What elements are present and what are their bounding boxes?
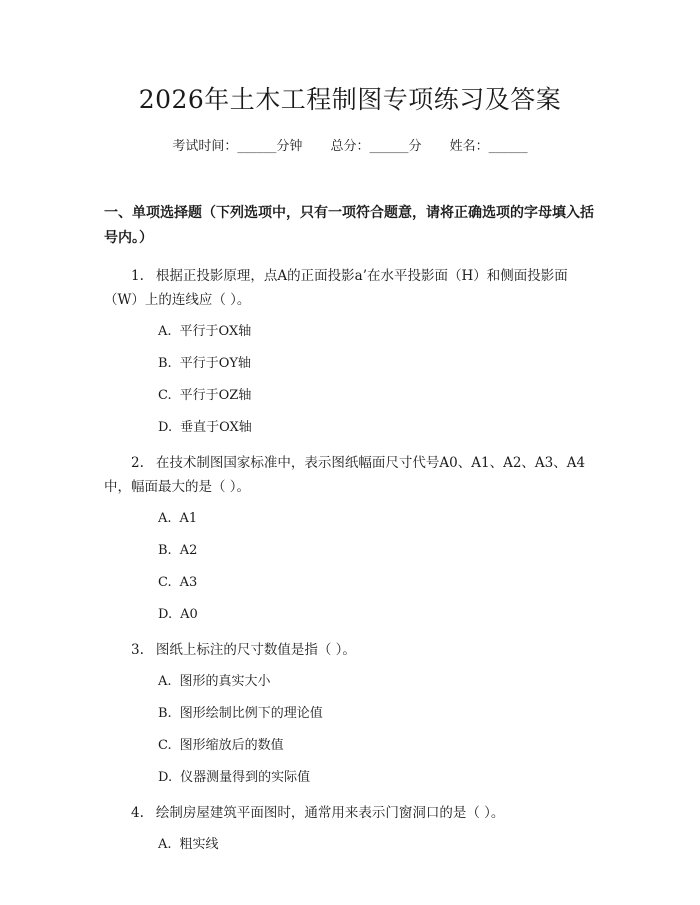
option-text: A2 <box>179 543 198 558</box>
option-list <box>104 322 596 438</box>
question-3 <box>104 638 596 788</box>
option-letter: D. <box>158 420 173 435</box>
question-1 <box>104 264 596 438</box>
question-number: 3. <box>131 642 144 658</box>
question-2 <box>104 451 596 625</box>
option-b <box>104 704 596 724</box>
option-text: A3 <box>179 575 198 590</box>
question-text <box>104 451 596 499</box>
option-d <box>104 605 596 625</box>
option-text: 平行于OY轴 <box>179 356 251 371</box>
option-text: 平行于OZ轴 <box>179 388 252 403</box>
exam-info <box>104 137 596 157</box>
question-stem: 绘制房屋建筑平面图时，通常用来表示门窗洞口的是（ ）。 <box>155 805 505 821</box>
question-text <box>104 264 596 312</box>
option-letter: A. <box>158 837 172 852</box>
option-a <box>104 672 596 692</box>
option-letter: C. <box>158 738 172 753</box>
option-list <box>104 509 596 625</box>
option-text: 图形的真实大小 <box>179 674 271 689</box>
option-letter: D. <box>158 770 173 785</box>
document-title: 2026年土木工程制图专项练习及答案 <box>138 85 562 114</box>
option-letter: C. <box>158 575 172 590</box>
question-number: 4. <box>131 805 144 821</box>
option-d <box>104 418 596 438</box>
option-letter: B. <box>158 356 172 371</box>
option-text: 平行于OX轴 <box>179 324 252 339</box>
option-a <box>104 835 596 855</box>
option-list <box>104 672 596 788</box>
question-text <box>104 638 596 662</box>
question-4 <box>104 801 596 855</box>
question-list <box>104 264 596 855</box>
option-letter: D. <box>158 607 173 622</box>
question-stem: 在技术制图国家标准中，表示图纸幅面尺寸代号A0、A1、A2、A3、A4中，幅面最大的是（ ）。 <box>104 455 586 495</box>
option-a <box>104 509 596 529</box>
option-letter: B. <box>158 543 172 558</box>
option-b <box>104 541 596 561</box>
exam-score: 总分：______分 <box>330 139 422 154</box>
option-d <box>104 768 596 788</box>
option-text: 图形缩放后的数值 <box>179 738 284 753</box>
option-letter: A. <box>158 324 172 339</box>
exam-time: 考试时间：______分钟 <box>172 139 303 154</box>
option-a <box>104 322 596 342</box>
option-letter: C. <box>158 388 172 403</box>
option-list <box>104 835 596 855</box>
question-number: 2. <box>131 455 144 471</box>
option-text: 图形绘制比例下的理论值 <box>179 706 323 721</box>
option-c <box>104 736 596 756</box>
option-letter: A. <box>158 674 172 689</box>
option-text: 垂直于OX轴 <box>180 420 252 435</box>
question-stem: 图纸上标注的尺寸数值是指（ ）。 <box>155 642 356 658</box>
question-number: 1. <box>131 268 144 284</box>
option-b <box>104 354 596 374</box>
option-letter: B. <box>158 706 172 721</box>
option-text: A0 <box>180 607 198 622</box>
option-c <box>104 573 596 593</box>
option-text: A1 <box>179 511 198 526</box>
question-stem: 根据正投影原理，点A的正面投影a’在水平投影面（H）和侧面投影面（W）上的连线应（ ）。 <box>104 268 568 308</box>
option-letter: A. <box>158 511 172 526</box>
option-c <box>104 386 596 406</box>
student-name: 姓名：______ <box>449 139 528 154</box>
section-title: 一、单项选择题（下列选项中，只有一项符合题意，请将正确选项的字母填入括号内。） <box>104 205 594 246</box>
option-text: 粗实线 <box>179 837 219 852</box>
option-text: 仪器测量得到的实际值 <box>180 770 311 785</box>
question-text <box>104 801 596 825</box>
